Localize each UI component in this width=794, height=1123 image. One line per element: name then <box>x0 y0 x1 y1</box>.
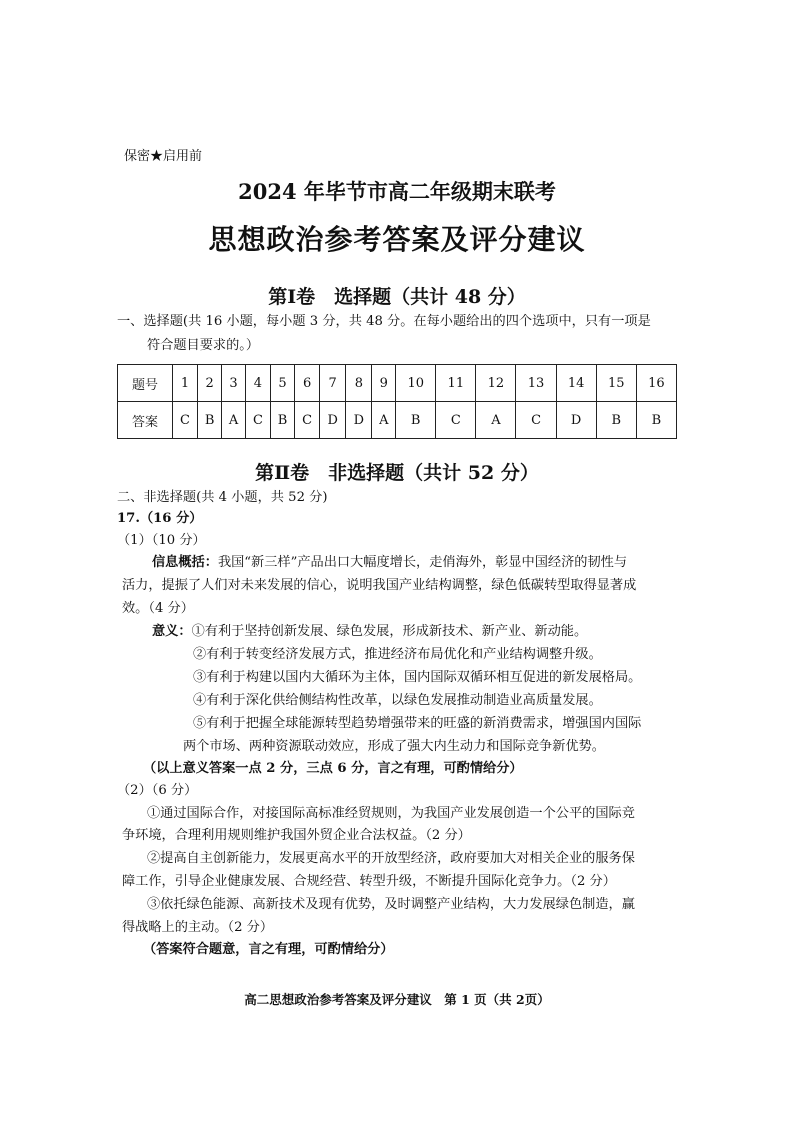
answer-cell: C <box>295 402 320 439</box>
answer-table <box>117 364 677 439</box>
answer-row <box>118 402 677 439</box>
meaning-point-3: ③有利于构建以国内大循环为主体，国内国际双循环相互促进的新发展格局。 <box>193 670 642 685</box>
question-number-row <box>118 365 677 402</box>
answer-cell: B <box>270 402 294 439</box>
info-summary-line1 <box>152 552 627 575</box>
meaning-point-1: ①有利于坚持创新发展、绿色发展，形成新技术、新产业、新动能。 <box>191 624 588 639</box>
meaning-scoring-note: （以上意义答案一点 2 分，三点 6 分，言之有理，可酌情给分） <box>143 761 523 776</box>
part1-instruction-cont: 符合题目要求的。） <box>147 338 260 353</box>
question-number: 12 <box>476 365 516 402</box>
question-number: 3 <box>222 365 246 402</box>
info-summary-label: 信息概括： <box>152 555 218 570</box>
answer-cell: C <box>173 402 198 439</box>
info-summary-line2: 活力，提振了人们对未来发展的信心，说明我国产业结构调整，绿色低碳转型取得显著成 <box>122 578 637 593</box>
sub2-point-3: ③依托绿色能源、高新技术及现有优势，及时调整产业结构，大力发展绿色制造，赢 <box>147 897 635 912</box>
meaning-point-4: ④有利于深化供给侧结构性改革，以绿色发展推动制造业高质量发展。 <box>193 693 602 708</box>
answer-cell: B <box>636 402 676 439</box>
exam-title: 2024 年毕节市高二年级期末联考 <box>238 179 556 204</box>
sub2-point-3-cont: 得战略上的主动。（2 分） <box>122 920 274 935</box>
answer-cell: B <box>396 402 436 439</box>
answer-cell: C <box>245 402 270 439</box>
question-number: 15 <box>596 365 636 402</box>
sub2-point-2: ②提高自主创新能力，发展更高水平的开放型经济，政府要加大对相关企业的服务保 <box>147 851 635 866</box>
q17-sub2-title: （2）（6 分） <box>117 783 198 798</box>
answer-cell: B <box>198 402 222 439</box>
q17-title: 17.（16 分） <box>117 511 203 526</box>
answer-cell: D <box>556 402 596 439</box>
sub2-point-2-cont: 障工作，引导企业健康发展、合规经营、转型升级，不断提升国际化竞争力。（2 分） <box>122 874 616 889</box>
answer-cell: C <box>436 402 476 439</box>
info-summary-line3: 效。（4 分） <box>122 601 194 616</box>
meaning-point-5-cont: 两个市场、两种资源联动效应，形成了强大内生动力和国际竞争新优势。 <box>183 739 605 754</box>
question-number: 4 <box>245 365 270 402</box>
sub2-point-1-cont: 争环境，合理利用规则维护我国外贸企业合法权益。（2 分） <box>122 828 471 843</box>
question-number: 2 <box>198 365 222 402</box>
info-summary-text: 我国“新三样”产品出口大幅度增长，走俏海外，彰显中国经济的韧性与 <box>217 555 628 570</box>
page-footer: 高二思想政治参考答案及评分建议 第 1 页（共 2页） <box>244 992 550 1007</box>
part1-heading: 第Ⅰ卷 选择题（共计 48 分） <box>268 286 526 308</box>
answer-cell: C <box>516 402 556 439</box>
confidential-label: 保密★启用前 <box>124 149 203 164</box>
answer-cell: A <box>476 402 516 439</box>
answer-cell: B <box>596 402 636 439</box>
answer-cell: D <box>346 402 372 439</box>
question-number: 9 <box>372 365 396 402</box>
question-number: 10 <box>396 365 436 402</box>
answer-cell: A <box>372 402 396 439</box>
meaning-point-5: ⑤有利于把握全球能源转型趋势增强带来的旺盛的新消费需求，增强国内国际 <box>193 716 642 731</box>
part2-heading: 第Ⅱ卷 非选择题（共计 52 分） <box>255 462 539 484</box>
part1-instruction: 一、选择题(共 16 小题，每小题 3 分，共 48 分。在每小题给出的四个选项中，只有一项是 <box>117 314 651 329</box>
document-subtitle: 思想政治参考答案及评分建议 <box>208 223 586 256</box>
sub2-scoring-note: （答案符合题意，言之有理，可酌情给分） <box>143 942 394 957</box>
question-number: 11 <box>436 365 476 402</box>
q17-sub1-title: （1）（10 分） <box>117 533 206 548</box>
meaning-point-2: ②有利于转变经济发展方式，推进经济布局优化和产业结构调整升级。 <box>193 647 602 662</box>
question-number-header: 题号 <box>118 365 173 402</box>
question-number: 13 <box>516 365 556 402</box>
question-number: 1 <box>173 365 198 402</box>
answer-cell: A <box>222 402 246 439</box>
meaning-line1 <box>152 621 587 644</box>
answer-cell: D <box>320 402 346 439</box>
sub2-point-1: ①通过国际合作，对接国际高标准经贸规则，为我国产业发展创造一个公平的国际竞 <box>147 806 635 821</box>
question-number: 14 <box>556 365 596 402</box>
answer-header: 答案 <box>118 402 173 439</box>
meaning-label: 意义： <box>152 624 192 639</box>
question-number: 5 <box>270 365 294 402</box>
part2-instruction: 二、非选择题(共 4 小题，共 52 分) <box>117 490 328 505</box>
question-number: 8 <box>346 365 372 402</box>
question-number: 6 <box>295 365 320 402</box>
question-number: 7 <box>320 365 346 402</box>
question-number: 16 <box>636 365 676 402</box>
